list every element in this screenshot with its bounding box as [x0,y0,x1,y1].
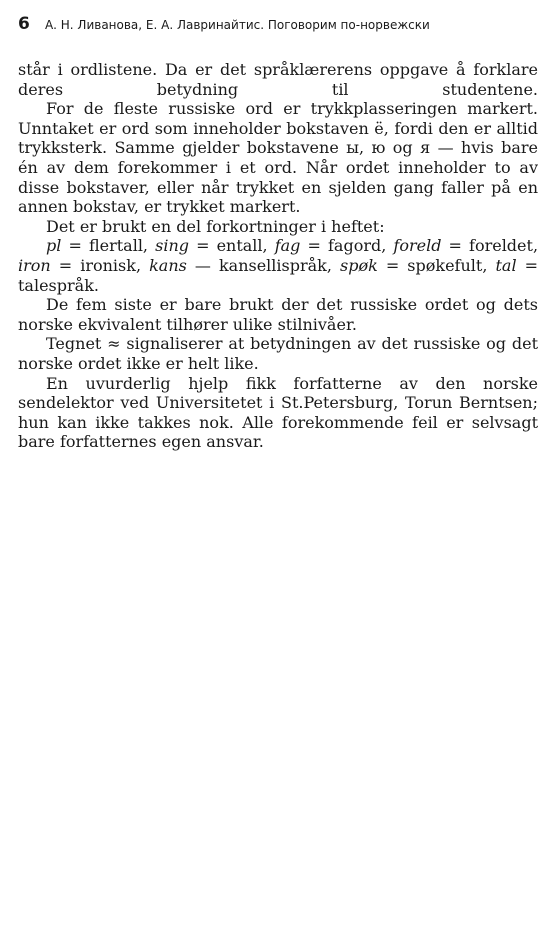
paragraph-continuation: står i ordlistene. Da er det språklærerens oppgave å forklare deres betydning til studentene. [18,60,538,99]
abbreviation-term: fag [274,236,301,256]
abbreviation-term: pl [46,236,62,256]
abbreviation-separator: = [516,255,539,275]
abbreviation-meaning: flertall, [88,236,156,256]
abbreviation-meaning: entall, [216,236,275,256]
abbreviation-meaning: fagord, [328,236,394,256]
abbreviation-term: spøk [340,255,378,275]
abbreviation-meaning: ironisk, [80,255,150,275]
abbreviation-meaning: foreldet, [469,236,539,256]
paragraph-acknowledgements: En uvurderlig hjelp fikk forfatterne av den norske sendelektor ved Universitetet i St.Petersburg, Torun Berntsen; hun kan ikke takkes nok. Alle forekommende feil er selvsagt bare forfatternes egen ansvar. [18,373,538,452]
abbreviation-meaning: spøkefult, [407,255,496,275]
running-head: А. Н. Ливанова, Е. А. Лавринайтис. Поговорим по-норвежски [44,18,430,32]
abbreviation-meaning: talespråk. [18,275,99,295]
abbreviation-separator: = [61,236,89,256]
abbreviation-meaning: kansellispråk, [218,255,340,275]
paragraph-approx-sign: Tegnet ≈ signaliserer at betydningen av det russiske og det norske ordet ikke er helt like. [18,334,538,373]
abbreviation-separator: = [188,236,217,256]
abbreviation-separator: — [186,255,219,275]
abbreviation-term: tal [495,255,517,275]
paragraph-stress-marking: For de fleste russiske ord er trykkplasseringen markert. Unntaket er ord som inneholder bokstaven ё, fordi den er alltid trykksterk. Samme gjelder bokstavene ы, ю og я — hvis bare én av dem forekommer i et ord. Når ordet inneholder to av disse bokstaver, eller når trykket en sjelden gang faller på en annen bokstav, er trykket markert. [18,99,538,217]
text-body [18,60,538,452]
page-number: 6 [18,14,30,34]
abbreviation-separator: = [441,236,470,256]
abbreviation-separator: = [300,236,328,256]
abbreviation-term: kans [149,255,187,275]
abbreviation-term: foreld [393,236,442,256]
paragraph-style-levels: De fem siste er bare brukt der det russiske ordet og dets norske ekvivalent tilhører ulike stilnivåer. [18,295,538,334]
abbreviation-list [18,236,538,295]
abbreviation-separator: = [50,255,81,275]
paragraph-abbreviations-intro: Det er brukt en del forkortninger i heftet: [46,216,385,236]
abbreviation-separator: = [377,255,408,275]
page-header [18,14,538,34]
abbreviation-term: iron [18,255,51,275]
abbreviation-term: sing [155,236,189,256]
